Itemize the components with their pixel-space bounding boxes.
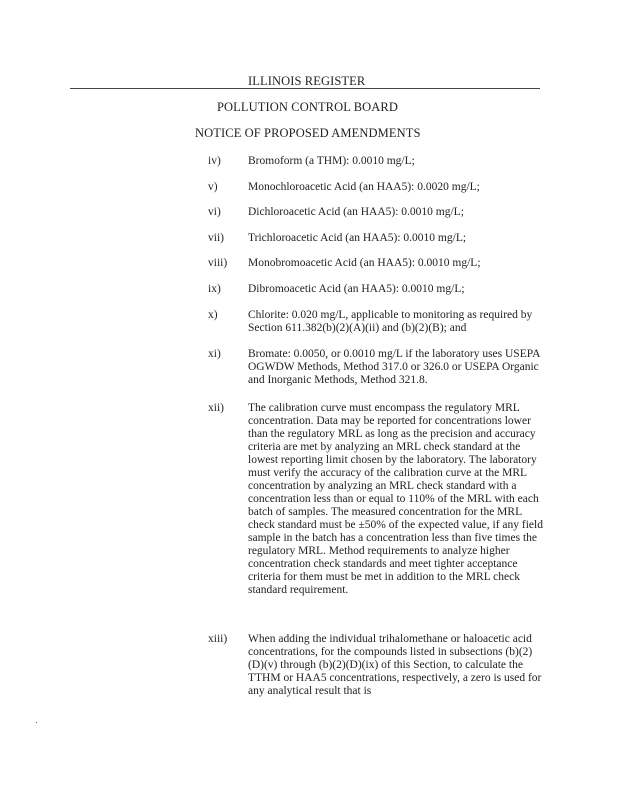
item-text: Trichloroacetic Acid (an HAA5): 0.0010 mg/L; <box>248 232 467 244</box>
item-text: The calibration curve must encompass the regulatory MRL concentration. Data may be reported for concentrations lower than the regulatory MRL as long as the precision and accuracy criteria are met by analyzing an MRL check standard at the lowest reporting limit chosen by the laboratory. The laboratory must verify the accuracy of the calibration curve at the MRL concentration by analyzing an MRL check standard with a concentration less than or equal to 110% of the MRL with each batch of samples. The measured concentration for the MRL check standard must be ±50% of the expected value, if any field sample in the batch has a concentration less than five times the regulatory MRL. Method requirements to analyze higher concentration check standards and meet tighter acceptance criteria for them must be met in addition to the MRL check standard requirement. <box>248 402 543 596</box>
board-title: POLLUTION CONTROL BOARD <box>217 100 398 114</box>
item-text: Dibromoacetic Acid (an HAA5): 0.0010 mg/L; <box>248 283 465 295</box>
item-number: vi) <box>208 206 221 218</box>
item-number: iv) <box>208 155 221 167</box>
item-number: xii) <box>208 402 224 414</box>
item-text: Bromoform (a THM): 0.0010 mg/L; <box>248 155 415 167</box>
item-text: Monochloroacetic Acid (an HAA5): 0.0020 mg/L; <box>248 181 480 193</box>
item-number: xi) <box>208 348 221 360</box>
item-number: xiii) <box>208 633 228 645</box>
item-number: v) <box>208 181 218 193</box>
item-text: When adding the individual trihalomethane or haloacetic acid concentrations, for the compounds listed in subsections (b)(2)(D)(v) through (b)(2)(D)(ix) of this Section, to calculate the TTHM or HAA5 concentrations, respectively, a zero is used for any analytical result that is <box>248 633 542 697</box>
item-number: vii) <box>208 232 224 244</box>
register-title: ILLINOIS REGISTER <box>248 74 366 88</box>
item-text: Monobromoacetic Acid (an HAA5): 0.0010 mg/L; <box>248 257 481 269</box>
item-text: Dichloroacetic Acid (an HAA5): 0.0010 mg/L; <box>248 206 464 218</box>
item-text: Chlorite: 0.020 mg/L, applicable to monitoring as required by Section 611.382(b)(2)(A)(ii) and (b)(2)(B); and <box>248 309 533 334</box>
item-number: viii) <box>208 257 228 269</box>
notice-title: NOTICE OF PROPOSED AMENDMENTS <box>195 126 421 140</box>
item-number: x) <box>208 309 218 321</box>
header-rule <box>70 88 540 89</box>
item-number: ix) <box>208 283 221 295</box>
item-text: Bromate: 0.0050, or 0.0010 mg/L if the laboratory uses USEPA OGWDW Methods, Method 317.0 or 326.0 or USEPA Organic and Inorganic Methods, Method 321.8. <box>248 348 540 386</box>
scan-speck <box>36 722 37 723</box>
